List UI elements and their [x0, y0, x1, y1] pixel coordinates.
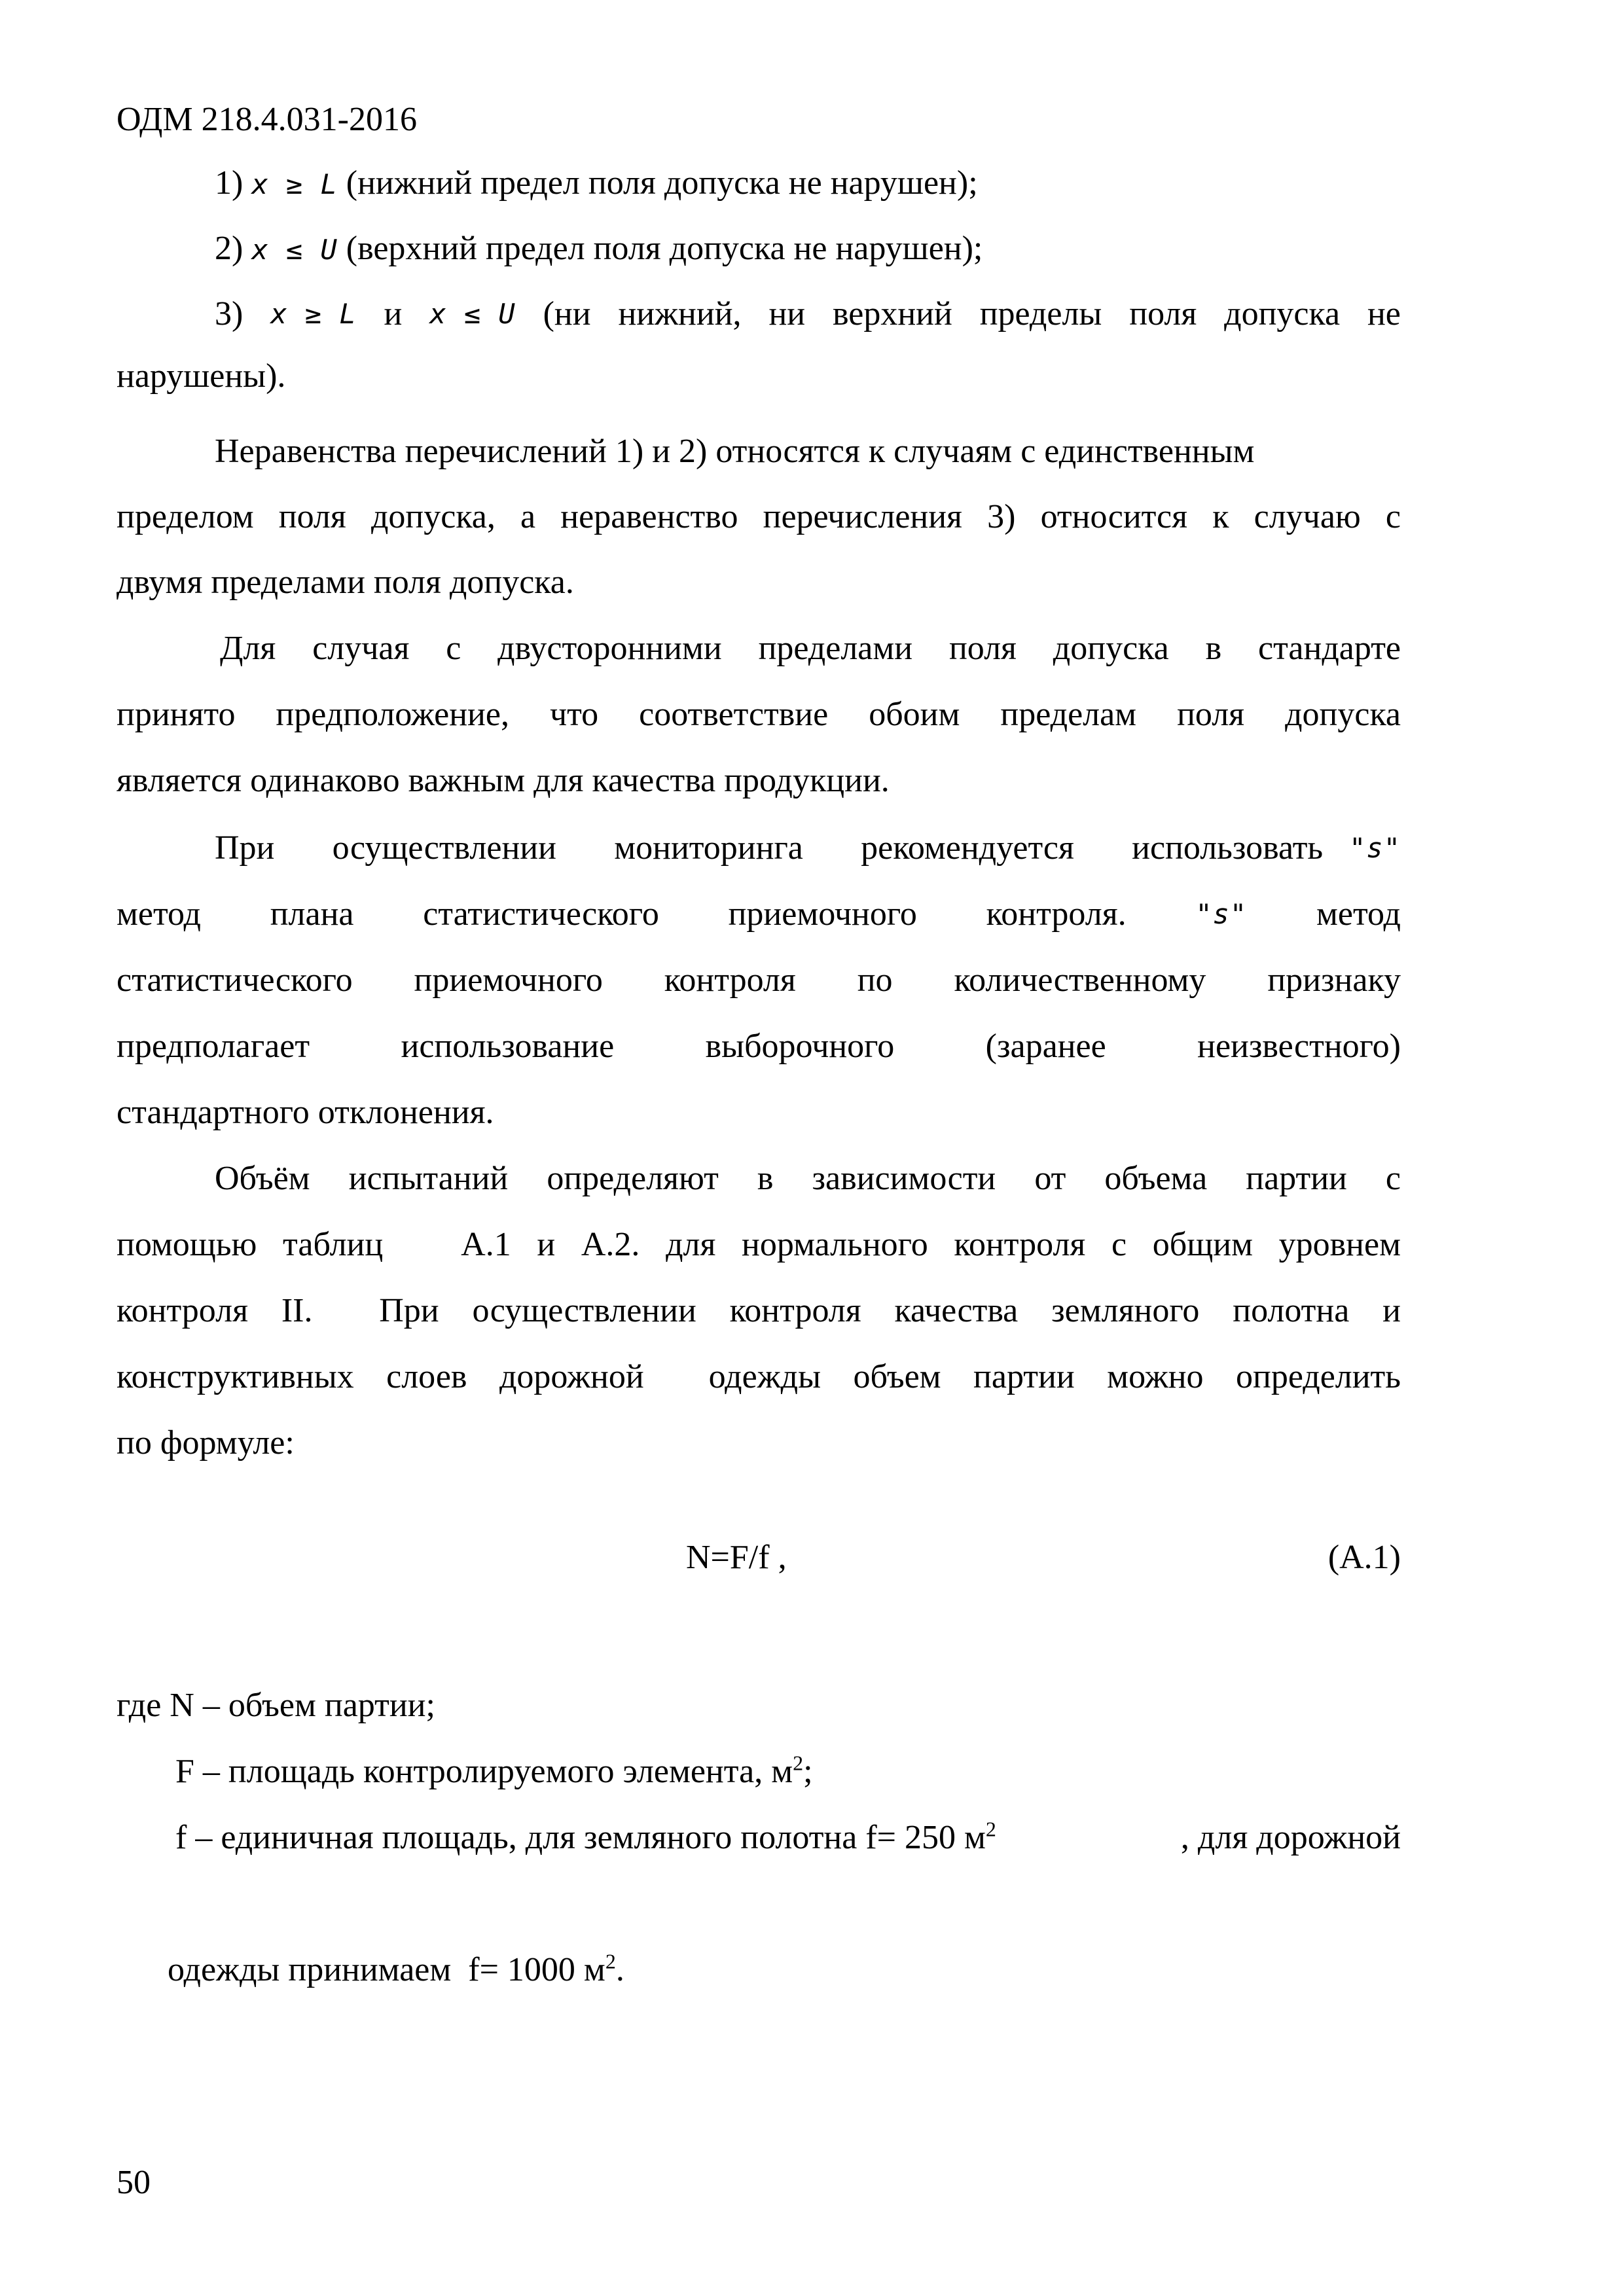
s-symbol: "s" — [1195, 898, 1248, 930]
word: поля — [1129, 295, 1197, 332]
word: пределы — [979, 295, 1102, 332]
definition-text-group — [175, 1804, 996, 1871]
condition-number: 2) — [215, 230, 244, 267]
paragraph-line: является одинаково важным для качества продукции. — [117, 762, 890, 799]
paragraph-line: Для случая с двусторонними пределами поля допуска в стандарте — [220, 630, 1401, 667]
paragraph-test-volume — [117, 1145, 1401, 1476]
condition-description: (верхний предел поля допуска не нарушен); — [346, 230, 983, 267]
definition-text: F – площадь контролируемого элемента, м — [175, 1753, 793, 1790]
paragraph-s-method — [117, 815, 1401, 1145]
definition-text: одежды принимаем f= 1000 м — [168, 1951, 605, 1988]
condition-3-line-1 — [215, 291, 1401, 337]
word: статистического — [423, 895, 659, 933]
condition-3-line-2: нарушены). — [117, 357, 286, 395]
word: метод — [1316, 895, 1401, 933]
superscript: 2 — [793, 1751, 804, 1775]
definition-f — [117, 1804, 1401, 1871]
word: не — [1367, 295, 1401, 332]
paragraph-line: конструктивных слоев дорожной одежды объем партии можно определить — [117, 1358, 1401, 1395]
inequality-expression-upper: x ≤ U — [429, 298, 516, 330]
definitions-block — [117, 1672, 1401, 2069]
s-symbol: "s" — [1349, 832, 1401, 864]
paragraph-line: контроля II. При осуществлении контроля качества земляного полотна и — [117, 1292, 1401, 1329]
inequality-expression: x ≤ U — [251, 234, 338, 266]
page-number: 50 — [117, 2164, 151, 2201]
condition-number: 3) — [215, 295, 244, 332]
condition-1 — [215, 160, 978, 207]
paragraph-two-sided-limits — [117, 615, 1401, 814]
word: верхний — [832, 295, 952, 332]
paragraph-line: принято предположение, что соответствие обоим пределам поля допуска — [117, 696, 1401, 733]
text-line: При осуществлении мониторинга рекомендуется использовать — [215, 829, 1324, 867]
condition-number: 1) — [215, 164, 244, 202]
formula-row — [117, 1532, 1401, 1584]
paragraph-inequalities — [117, 419, 1401, 615]
definition-text: f – единичная площадь, для земляного полотна f= 250 м — [175, 1819, 986, 1856]
paragraph-line: пределом поля допуска, а неравенство перечисления 3) относится к случаю с — [117, 498, 1401, 535]
condition-2 — [215, 226, 983, 273]
superscript: 2 — [985, 1817, 996, 1841]
inequality-expression: x ≥ L — [251, 168, 338, 200]
definition-F — [117, 1738, 1401, 1804]
definition-text: . — [615, 1951, 624, 1988]
formula-expression: N=F/f , — [686, 1539, 787, 1576]
paragraph-line: по формуле: — [117, 1424, 295, 1462]
word: нижний, — [618, 295, 742, 332]
paragraph-line: стандартного отклонения. — [117, 1094, 494, 1131]
paragraph-line — [117, 419, 1401, 484]
paragraph-line — [117, 815, 1401, 881]
text-line: Неравенства перечислений 1) и 2) относятся к случаям с единственным — [215, 433, 1255, 470]
definition-text: , для дорожной — [1180, 1819, 1401, 1856]
inequality-expression-lower: x ≥ L — [270, 298, 357, 330]
formula-number: (А.1) — [1327, 1539, 1401, 1576]
word: приемочного — [728, 895, 917, 933]
word: ни — [768, 295, 806, 332]
word: метод — [117, 895, 201, 933]
word: допуска — [1224, 295, 1341, 332]
paragraph-line: двумя пределами поля допуска. — [117, 564, 574, 601]
superscript: 2 — [605, 1949, 616, 1973]
word: плана — [270, 895, 354, 933]
paragraph-line: помощью таблиц А.1 и А.2. для нормального контроля с общим уровнем — [117, 1226, 1401, 1263]
word: контроля. — [986, 895, 1127, 933]
word: (ни — [543, 295, 591, 332]
paragraph-line: предполагает использование выборочного (заранее неизвестного) — [117, 1028, 1401, 1065]
paragraph-line: Объём испытаний определяют в зависимости от объема партии с — [215, 1160, 1401, 1197]
paragraph-line: статистического приемочного контроля по количественному признаку — [117, 961, 1401, 999]
conjunction: и — [384, 295, 403, 332]
definition-f-cont — [117, 1871, 1401, 2069]
paragraph-line — [117, 881, 1401, 947]
definition-text: ; — [803, 1753, 813, 1790]
definition-N: где N – объем партии; — [117, 1687, 435, 1724]
condition-3 — [215, 291, 1401, 337]
condition-description: (нижний предел поля допуска не нарушен); — [346, 164, 978, 202]
document-code-header: ОДМ 218.4.031-2016 — [117, 101, 417, 138]
